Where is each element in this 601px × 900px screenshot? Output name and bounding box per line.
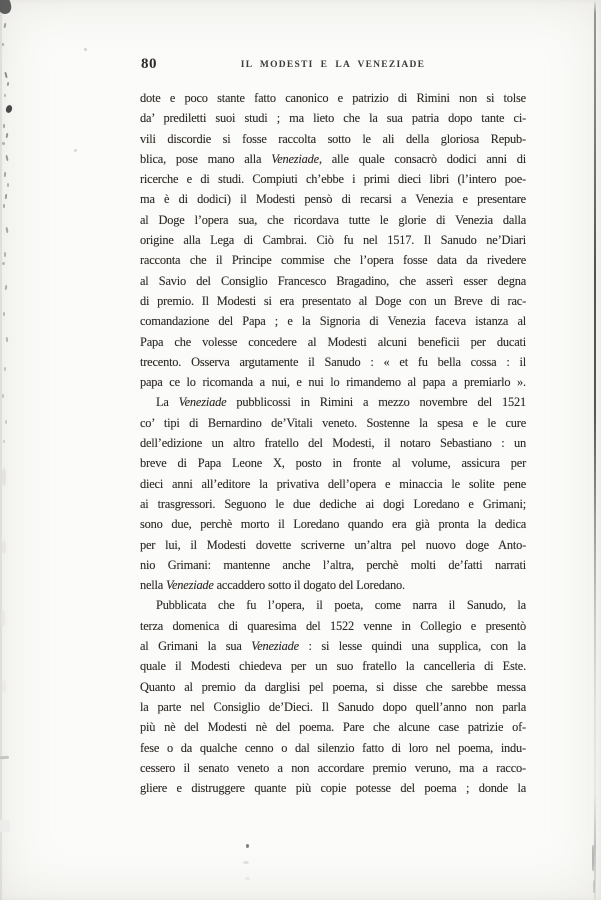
text-line — [140, 575, 526, 595]
text-line — [140, 453, 526, 473]
text-line — [140, 169, 526, 189]
text-line — [140, 474, 526, 494]
scan-artifact-speck — [245, 877, 250, 880]
text-line — [140, 129, 526, 149]
text-line — [140, 189, 526, 209]
scan-artifact-speck — [7, 183, 9, 187]
text-line — [140, 149, 526, 169]
scan-artifact-speck — [2, 680, 6, 692]
text-line — [140, 616, 526, 636]
scan-artifact-speck — [3, 440, 5, 443]
text-segment: fese o da qualche cenno o dal silenzio fatto di loro nel poema, indu- — [140, 740, 526, 755]
scan-artifact-speck — [6, 133, 9, 138]
text-segment: breve di Papa Leone X, posto in fronte al volume, assicura per — [140, 456, 527, 471]
text-segment: : si lesse quindi una supplica, con la — [298, 639, 526, 654]
text-line — [140, 352, 526, 372]
text-line — [140, 738, 526, 758]
text-segment: vili discordie si fosse raccolta sotto le ali della gloriosa Repub- — [140, 131, 526, 146]
text-line — [140, 535, 526, 555]
text-segment: dote e poco stante fatto canonico e patrizio di Rimini non si tolse — [140, 91, 526, 105]
text-segment: più nè del Modesti nè del poema. Pare che alcune case patrizie of- — [140, 720, 526, 735]
scan-artifact-speck — [4, 23, 7, 28]
scan-artifact-speck — [7, 82, 9, 86]
text-block — [140, 88, 526, 798]
text-segment: papa ce lo ricomanda a nui, e nui lo rimandemo al papa a premiarlo ». — [140, 375, 526, 390]
scan-artifact-speck — [2, 262, 5, 265]
scan-artifact-speck — [5, 420, 7, 424]
scan-artifact-speck — [3, 124, 5, 128]
italic-text: Veneziade — [165, 578, 214, 593]
text-segment: pubblicossi in Rimini a mezzo novembre del 1521 — [226, 395, 526, 410]
text-line — [140, 372, 526, 392]
text-line — [140, 108, 526, 128]
text-line — [140, 656, 526, 676]
text-segment: La — [156, 395, 179, 410]
italic-text: Veneziade — [178, 395, 227, 410]
text-segment: accaddero sotto il dogato del Loredano. — [213, 578, 405, 593]
text-segment: cessero il senato veneto a non accordare premio veruno, ma a racco- — [140, 760, 526, 775]
scan-artifact-speck — [2, 468, 6, 486]
text-segment: racconta che il Principe commise che l’opera fosse data da rivedere — [140, 253, 527, 268]
text-line — [140, 332, 526, 352]
text-segment: terza domenica di quaresima del 1522 venne in Collegio e presentò — [140, 618, 526, 633]
text-line — [140, 717, 526, 737]
text-segment: ricerche e di studi. Compiuti ch’ebbe i primi dieci libri (l’intero poe- — [140, 172, 526, 187]
text-line — [140, 494, 526, 514]
scan-artifact-speck — [4, 72, 7, 78]
scan-edge-left — [0, 0, 2, 900]
scan-artifact-speck — [4, 252, 6, 257]
text-line — [140, 230, 526, 250]
scan-artifact-speck — [5, 194, 8, 199]
scan-artifact-speck — [4, 172, 7, 177]
text-segment: trecento. Osserva argutamente il Sanudo : « et fu bella cossa : il — [140, 354, 526, 369]
text-segment: Pubblicata che fu l’opera, il poeta, come narra il Sanudo, la — [156, 598, 526, 613]
text-line — [140, 392, 526, 412]
scan-artifact-speck — [592, 845, 594, 871]
scan-artifact-speck — [5, 104, 13, 114]
text-segment: gliere e distruggere quante più copie potesse del poema ; donde la — [140, 781, 527, 796]
scan-artifact-speck — [3, 204, 5, 208]
scan-artifact-speck — [4, 94, 6, 97]
text-line — [140, 778, 526, 798]
scan-artifact-speck — [1, 610, 5, 626]
text-segment: la parte nel Consiglio de’Dieci. Il Sanudo dopo quell’anno non parla — [140, 699, 527, 714]
scan-artifact-speck — [2, 540, 6, 554]
scan-artifact-speck — [2, 394, 4, 398]
text-segment: origine alla Lega di Cambrai. Ciò fu nel 1517. Il Sanudo ne’Diari — [140, 233, 526, 248]
text-segment: dell’edizione un altro fratello del Modesti, il notaro Sebastiano : un — [140, 436, 527, 451]
italic-text: Veneziade — [251, 639, 299, 654]
scan-artifact-speck — [246, 844, 249, 848]
scan-artifact-speck — [593, 880, 595, 893]
text-line — [140, 697, 526, 717]
scan-artifact-speck — [0, 820, 10, 832]
scan-line-right — [594, 0, 596, 900]
text-line — [140, 514, 526, 534]
text-segment: ai trasgressori. Seguono le due dediche ai dogi Loredano e Grimani; — [140, 496, 526, 511]
text-line — [140, 291, 526, 311]
scan-artifact-speck — [0, 0, 13, 15]
scan-artifact-speck — [5, 155, 8, 161]
text-segment: al Savio del Consiglio Francesco Bragadino, che asserì esser degna — [140, 273, 527, 288]
scan-artifact-speck — [2, 142, 5, 145]
text-segment: per lui, il Modesti dovette scriverne un’altra pel nuovo doge Anto- — [140, 537, 527, 552]
text-segment: al Doge l’opera sua, che ricordava tutte le glorie di Venezia dalla — [140, 212, 527, 227]
text-segment: Quanto al premio da darglisi pel poema, si disse che sarebbe messa — [140, 679, 526, 694]
scan-artifact-speck — [6, 337, 9, 342]
text-segment: blica, pose mano alla — [140, 151, 272, 166]
scan-artifact-speck — [0, 756, 9, 760]
text-line — [140, 311, 526, 331]
text-segment: Papa che volesse concedere al Modesti alcuni beneficii per ducati — [140, 334, 527, 349]
scan-artifact-speck — [5, 227, 8, 233]
text-line — [140, 433, 526, 453]
text-line — [140, 555, 526, 575]
text-segment: di premio. Il Modesti si era presentato al Doge con un Breve di rac- — [140, 293, 527, 308]
text-line — [140, 210, 526, 230]
italic-text: Veneziade — [271, 151, 319, 166]
scan-artifact-speck — [5, 285, 8, 290]
text-segment: quale il Modesti chiedeva per un suo fratello la cancelleria di Este. — [140, 659, 527, 674]
text-line — [140, 758, 526, 778]
text-segment: ma è di dodici) il Modesti pensò di recarsi a Venezia e presentare — [140, 192, 526, 207]
running-header: IL MODESTI E LA VENEZIADE — [240, 60, 426, 70]
text-line — [140, 88, 526, 108]
text-segment: comandazione del Papa ; e la Signoria di Venezia faceva istanza al — [140, 314, 526, 329]
text-line — [140, 595, 526, 615]
text-segment: dieci anni all’editore la privativa dell’opera e minaccia le solite pene — [140, 476, 526, 491]
text-line — [140, 250, 526, 270]
text-segment: co’ tipi di Bernardino de’Vitali veneto. Sostenne la spesa e le cure — [140, 415, 527, 430]
page-number: 80 — [141, 56, 157, 72]
text-segment: , alle quale consacrò dodici anni di — [318, 151, 527, 166]
scan-artifact-speck — [4, 367, 6, 371]
scan-artifact-speck — [84, 48, 87, 51]
text-segment: nella — [140, 578, 166, 593]
text-line — [140, 271, 526, 291]
text-segment: da’ prediletti suoi studi ; ma lieto che la sua patria dopo tante ci- — [140, 111, 527, 126]
text-segment: nio Grimani: mantenne anche l’altra, perchè molti de’fatti narrati — [140, 557, 526, 572]
text-segment: sono due, perchè morto il Loredano quando era già pronta la dedica — [140, 517, 527, 532]
text-segment: al Grimani la sua — [140, 639, 252, 654]
text-line — [140, 677, 526, 697]
text-line — [140, 413, 526, 433]
scan-artifact-speck — [3, 312, 5, 316]
scan-artifact-speck — [243, 861, 249, 864]
scan-artifact-speck — [2, 43, 4, 46]
text-line — [140, 636, 526, 656]
scan-artifact-speck — [74, 149, 77, 152]
